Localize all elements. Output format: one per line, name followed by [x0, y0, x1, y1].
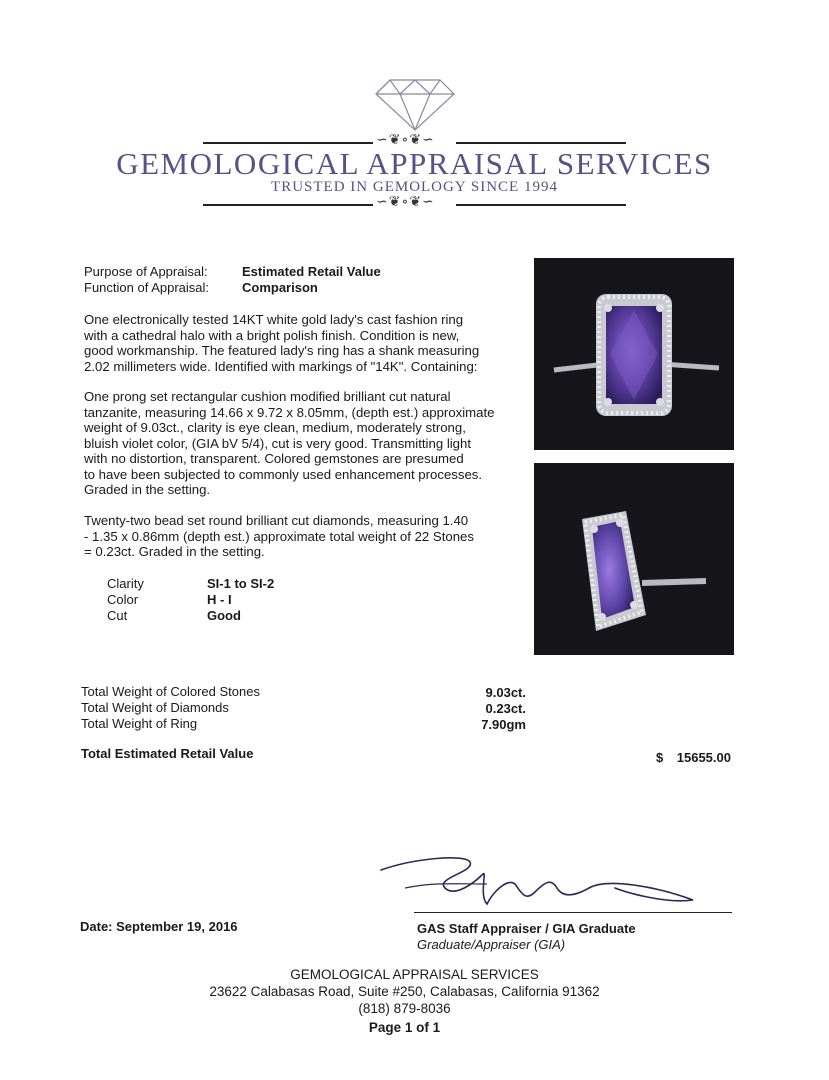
diamond-logo-icon: [372, 76, 458, 134]
company-tagline: TRUSTED IN GEMOLOGY SINCE 1994: [271, 179, 558, 195]
total-label: Total Weight of Ring: [81, 716, 198, 731]
ring-photo-angle: [534, 463, 734, 655]
purpose-label: Purpose of Appraisal:: [84, 264, 208, 279]
description-line: to have been subjected to commonly used enhancement processes.: [84, 466, 483, 482]
total-value: 0.23ct.: [485, 701, 526, 716]
total-value: 7.90gm: [481, 717, 526, 732]
retail-currency: $: [656, 750, 664, 765]
ring-angle-image: [534, 463, 734, 655]
grading-label: Color: [107, 592, 139, 607]
header-top-rule: [456, 142, 626, 144]
ring-photo-front: [534, 258, 734, 450]
description-line: tanzanite, measuring 14.66 x 9.72 x 8.05mm, (depth est.) approximate: [84, 404, 495, 420]
signature-line: [414, 912, 732, 913]
retail-value-label: Total Estimated Retail Value: [81, 746, 254, 761]
description-line: good workmanship. The featured lady's ring has a shank measuring: [84, 343, 480, 358]
description-line: with a cathedral halo with a bright polish finish. Condition is new,: [84, 327, 460, 343]
total-label: Total Weight of Colored Stones: [81, 684, 260, 699]
header-bottom-rule: [456, 204, 626, 206]
description-line: weight of 9.03ct., clarity is eye clean, medium, moderately strong,: [84, 420, 466, 435]
description-line: One prong set rectangular cushion modified brilliant cut natural: [84, 389, 451, 404]
appraiser-subtitle: Graduate/Appraiser (GIA): [417, 937, 566, 952]
grading-value: H - I: [207, 592, 232, 607]
ornament-icon: ∽❦∘❦∽: [376, 132, 435, 148]
retail-amount: 15655.00: [676, 750, 731, 765]
footer-address: 23622 Calabasas Road, Suite #250, Calabasas, California 91362: [209, 984, 600, 999]
company-name: GEMOLOGICAL APPRAISAL SERVICES: [116, 146, 713, 181]
purpose-value: Estimated Retail Value: [242, 264, 381, 279]
footer-phone: (818) 879-8036: [358, 1001, 451, 1016]
diamond-description: [84, 513, 509, 560]
grading-value: Good: [207, 608, 241, 623]
grading-label: Cut: [107, 608, 128, 623]
grading-value: SI-1 to SI-2: [207, 576, 275, 591]
function-label: Function of Appraisal:: [84, 280, 210, 295]
description-line: Twenty-two bead set round brilliant cut diamonds, measuring 1.40: [84, 513, 469, 528]
function-value: Comparison: [242, 280, 318, 295]
description-line: Graded in the setting.: [84, 482, 211, 497]
description-line: with no distortion, transparent. Colored gemstones are presumed: [84, 451, 464, 466]
description-line: 2.02 millimeters wide. Identified with markings of "14K". Containing:: [84, 358, 478, 374]
appraisal-date: Date: September 19, 2016: [80, 919, 238, 934]
appraiser-signature: [375, 848, 715, 918]
ornament-icon: ∽❦∘❦∽: [376, 194, 435, 210]
grading-label: Clarity: [107, 576, 144, 591]
tanzanite-description: [84, 389, 509, 498]
ring-description: [84, 312, 509, 374]
description-line: One electronically tested 14KT white gold lady's cast fashion ring: [84, 312, 464, 327]
total-label: Total Weight of Diamonds: [81, 700, 229, 715]
ring-front-image: [534, 258, 734, 450]
description-line: bluish violet color, (GIA bV 5/4), cut is very good. Transmitting light: [84, 435, 472, 451]
description-line: - 1.35 x 0.86mm (depth est.) approximate total weight of 22 Stones: [84, 528, 474, 544]
appraiser-title: GAS Staff Appraiser / GIA Graduate: [417, 921, 636, 936]
header-top-rule: [203, 142, 373, 144]
header-bottom-rule: [203, 204, 373, 206]
total-value: 9.03ct.: [485, 685, 526, 700]
description-line: = 0.23ct. Graded in the setting.: [84, 544, 265, 559]
page-number: Page 1 of 1: [368, 1020, 441, 1035]
footer-company: GEMOLOGICAL APPRAISAL SERVICES: [290, 967, 539, 982]
